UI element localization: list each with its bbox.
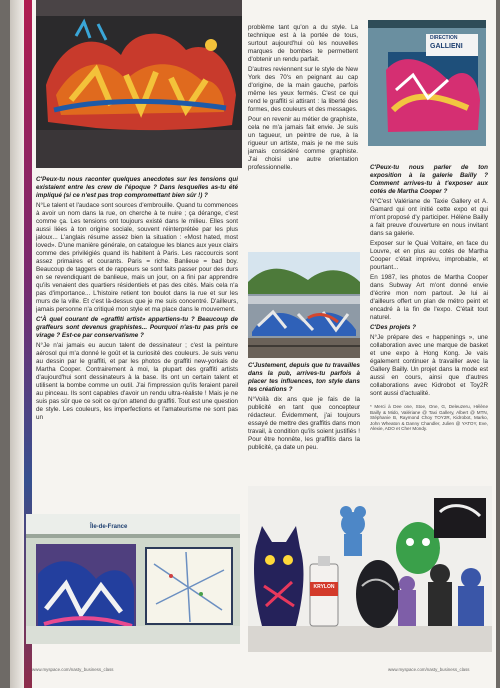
metro-sign-photo (368, 20, 486, 146)
footnote: * Merci à Dee one, Stoe, One, G, Deleuzeru, Hélène Bailly & Mido, Valériane @ Taxi Gallery, Albert @ MTN, Stéphanie B, Raymond Choy TOY2R, Kidrobot, Marko, John Wheaton & Danny Chandler, Julien @ YATOY, Eve, Alexie, ADO et Cher Mondy. (370, 404, 488, 432)
answer-paragraph: N°Je n'ai jamais eu aucun talent de dessinateur ; c'est la peinture aérosol qui m'a donné le goût et la curiosité des couleurs. Je suis venu au dessin par le graffiti, et par les photos de graffiti new-yorkais de Martha Cooper. Contrairement à moi, la plupart des graffiti artists d'aujourd'hui sont dessinateurs à la base. Ils ont un certain talent et utilisent la bombe comme un outil. J'ai l'impression qu'ils feraient pareil au pinceau. Ils sont capables d'avoir un rendu ultra-réaliste ! Mais je ne suis pas sûr que ce soit ce qu'on attend du graffiti. Tout est une question de style. Les couleurs, les imperfections et l'amateurisme ne sont pas un (36, 342, 238, 421)
graffiti-wall-photo (36, 0, 242, 168)
vinyl-toys-photo (248, 486, 492, 652)
sign-station-label: GALLIENI (430, 43, 463, 50)
footer-left: www.myspace.com/nasty_business_class (32, 667, 114, 672)
footer-right: www.myspace.com/nasty_business_class (388, 667, 470, 672)
question-paragraph: C'Peux-tu nous parler de ton exposition à la galerie Bailly ? Comment arrives-tu à t'exposer aux cotés de Martha Cooper ? (370, 164, 488, 195)
column-left (36, 176, 238, 506)
sign-direction-label: DIRECTION (430, 35, 458, 41)
question-paragraph: C'Des projets ? (370, 324, 416, 331)
column-middle-top (248, 24, 358, 252)
page-spine (10, 0, 24, 688)
graffiti-train-photo (248, 252, 360, 358)
metro-tunnel-photo (26, 514, 240, 644)
answer-paragraph: N°Je prépare des « happenings », une collaboration avec une marque de basket et une expo à Hong Kong. Je vais également continuer à travailler avec la Gallery Bailly. Un projet dans la mode est aussi en cours, ainsi que d'autres collaborations avec Kidrobot et Toy2R sont aussi d'actualité. (370, 334, 488, 397)
answer-paragraph: N°Le talent et l'audace sont sources d'embrouille. Quand tu commences à avoir un nom dans la rue, on cherche à te nuire ; ça dérange, c'est comme ça. Les tensions ont toujours existé dans le milieu. Elles sont aussi liées à ton origine sociale, souvent réinterprétée par les plus jaloux... L'anglais résume assez bien la situation : «Most hated, most loved». D'une manière générale, on catalogue les blancs aux yeux clairs comme des privilégiés quand ils habitent à Paris. Les raccourcis sont assez primaires et courants. Paris = riche. Banlieue = bad boy. Beaucoup de taggers et de rappeurs se sont faits passer pour des durs en se revendiquant de banlieue, mais un jour, on a fini par apprendre qu'ils venaient des quartiers résidentiels et pas des cités. Mais cela n'a pas d'importance... L'histoire retient ton boulot dans la rue et sur les murs de la ville. Et c'est là-dessus que je me suis concentré. D'ailleurs, jamais personne n'a critiqué mon style et ma place dans le mouvement. (36, 202, 238, 313)
question-paragraph: C'À quel courant de «graffiti artist» appartiens-tu ? Beaucoup de graffeurs sont devenus graphistes... Pourquoi n'as-tu pas pris ce virage ? Est-ce par conservatisme ? (36, 316, 238, 339)
answer-paragraph: En 1987, les photos de Martha Cooper dans Subway Art m'ont donné envie d'écrire mon nom partout. Je lui ai d'ailleurs offert un plan de métro peint et encadré à la fin de l'expo. C'était tout naturel. (370, 274, 488, 321)
answer-paragraph: N°C'est Valériane de Taxie Gallery et A. Gamard qui ont initié cette expo et qui m'ont proposé d'y participer. Hélène Bailly a fait preuve d'ouverture en nous invitant dans sa galerie. (370, 198, 488, 237)
spray-can-label: KRYLON (313, 584, 335, 590)
column-right (370, 164, 488, 494)
answer-paragraph: D'autres reviennent sur le style de New York des 70's en peignant au cap d'origine, de la main gauche, parfois même les yeux fermés. C'est ce qui rend le graffiti si attirant : la liberté des formes, des couleurs et des messages. (248, 66, 358, 113)
answer-paragraph: Pour en revenir au métier de graphiste, cela ne m'a jamais fait envie. Je suis un tagueur, un peintre de rue, à la rigueur un artiste, mais je ne me suis jamais considéré comme graphiste. J'ai choisi une autre orientation professionnelle. (248, 116, 358, 171)
question-paragraph: C'Justement, depuis que tu travailles dans la pub, arrives-tu parfois à placer tes influences, ton style dans tes créations ? (248, 362, 360, 393)
answer-paragraph: Exposer sur le Quai Voltaire, en face du Louvre, et en plus au cotés de Martha Cooper c'était imprévu, improbable, et pourtant... (370, 240, 488, 271)
answer-paragraph: problème tant qu'on a du style. La technique est à la portée de tous, surtout aujourd'hui où les nouvelles marques de bombes te permettent d'obtenir un rendu parfait. (248, 24, 358, 63)
magazine-page (10, 0, 496, 688)
answer-paragraph: N°Voilà dix ans que je fais de la publicité en tant que concepteur rédacteur. Évidemment, j'ai toujours essayé de mettre des graffitis dans mon travail, à condition qu'ils soient justifiés ! Pour être honnête, les graffitis dans la publicité, ça date un peu. (248, 396, 360, 451)
station-sign-label: Île-de-France (90, 524, 128, 530)
question-paragraph: C'Peux-tu nous raconter quelques anecdotes sur les tensions qui existaient entre les crew de l'époque ? Dans lesquelles as-tu été impliqué (si ce n'est pas trop compromettant bien sûr !) ? (36, 176, 238, 199)
